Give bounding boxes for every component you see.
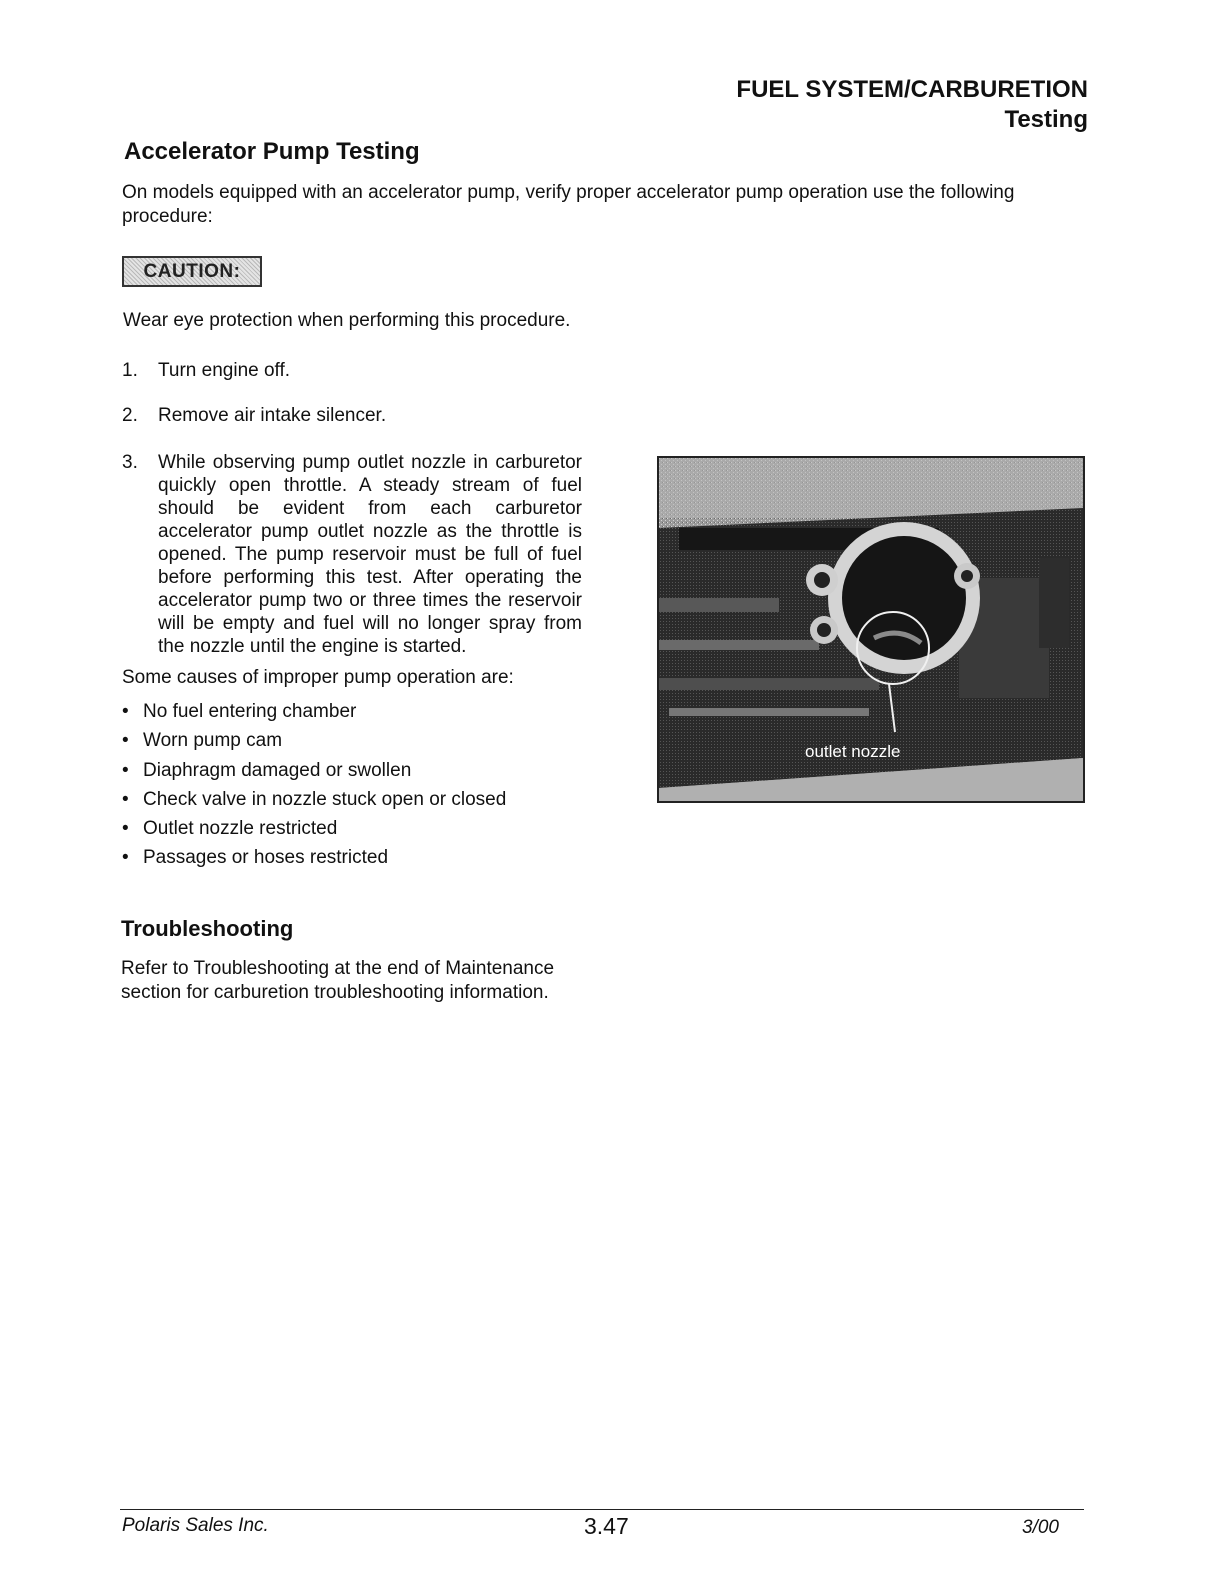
carburetor-photo [657,456,1085,803]
intro-paragraph: On models equipped with an accelerator pump, verify proper accelerator pump operation use the following procedure: [122,182,1015,227]
procedure-step-1 [122,359,592,383]
caution-badge [122,256,262,287]
list-item: • No fuel entering chamber [122,700,602,729]
procedure-step-2 [122,404,592,428]
troubleshooting-heading: Troubleshooting [121,916,294,941]
caution-label: CAUTION: [143,260,241,282]
accelerator-pump-heading: Accelerator Pump Testing [124,138,420,165]
footer-divider [120,1509,1084,1510]
step-number: 2. [122,405,138,426]
procedure-step-3 [122,451,592,661]
carburetor-photo-illustration [659,458,1083,801]
step-number: 1. [122,360,138,381]
causes-intro: Some causes of improper pump operation are: [122,667,514,688]
caution-text: Wear eye protection when performing this procedure. [123,310,571,331]
outlet-nozzle-callout: outlet nozzle [805,742,901,761]
header-section-title: FUEL SYSTEM/CARBURETION [736,76,1088,103]
list-item: • Passages or hoses restricted [122,846,602,875]
footer-page-number: 3.47 [584,1513,629,1539]
step-number: 3. [122,452,138,473]
troubleshooting-paragraph: Refer to Troubleshooting at the end of Maintenance section for carburetion troubleshooting information. [121,958,555,1003]
list-item: • Outlet nozzle restricted [122,817,602,846]
header-subsection-title: Testing [1004,106,1088,133]
step-text: Remove air intake silencer. [158,405,387,426]
step-text: While observing pump outlet nozzle in carburetor quickly open throttle. A steady stream of fuel should be evident from each carburetor accelerator pump outlet nozzle as the throttle is opened. The pump reservoir must be full of fuel before performing this test. After operating the accelerator pump two or three times the reservoir will be empty and fuel will no longer spray from the nozzle until the engine is started. [158,452,582,657]
footer-date: 3/00 [1022,1517,1059,1538]
list-item: • Check valve in nozzle stuck open or closed [122,788,602,817]
footer-publisher: Polaris Sales Inc. [122,1515,269,1536]
list-item: • Diaphragm damaged or swollen [122,759,602,788]
causes-list [122,700,602,876]
list-item: • Worn pump cam [122,729,602,758]
step-text: Turn engine off. [158,360,291,381]
